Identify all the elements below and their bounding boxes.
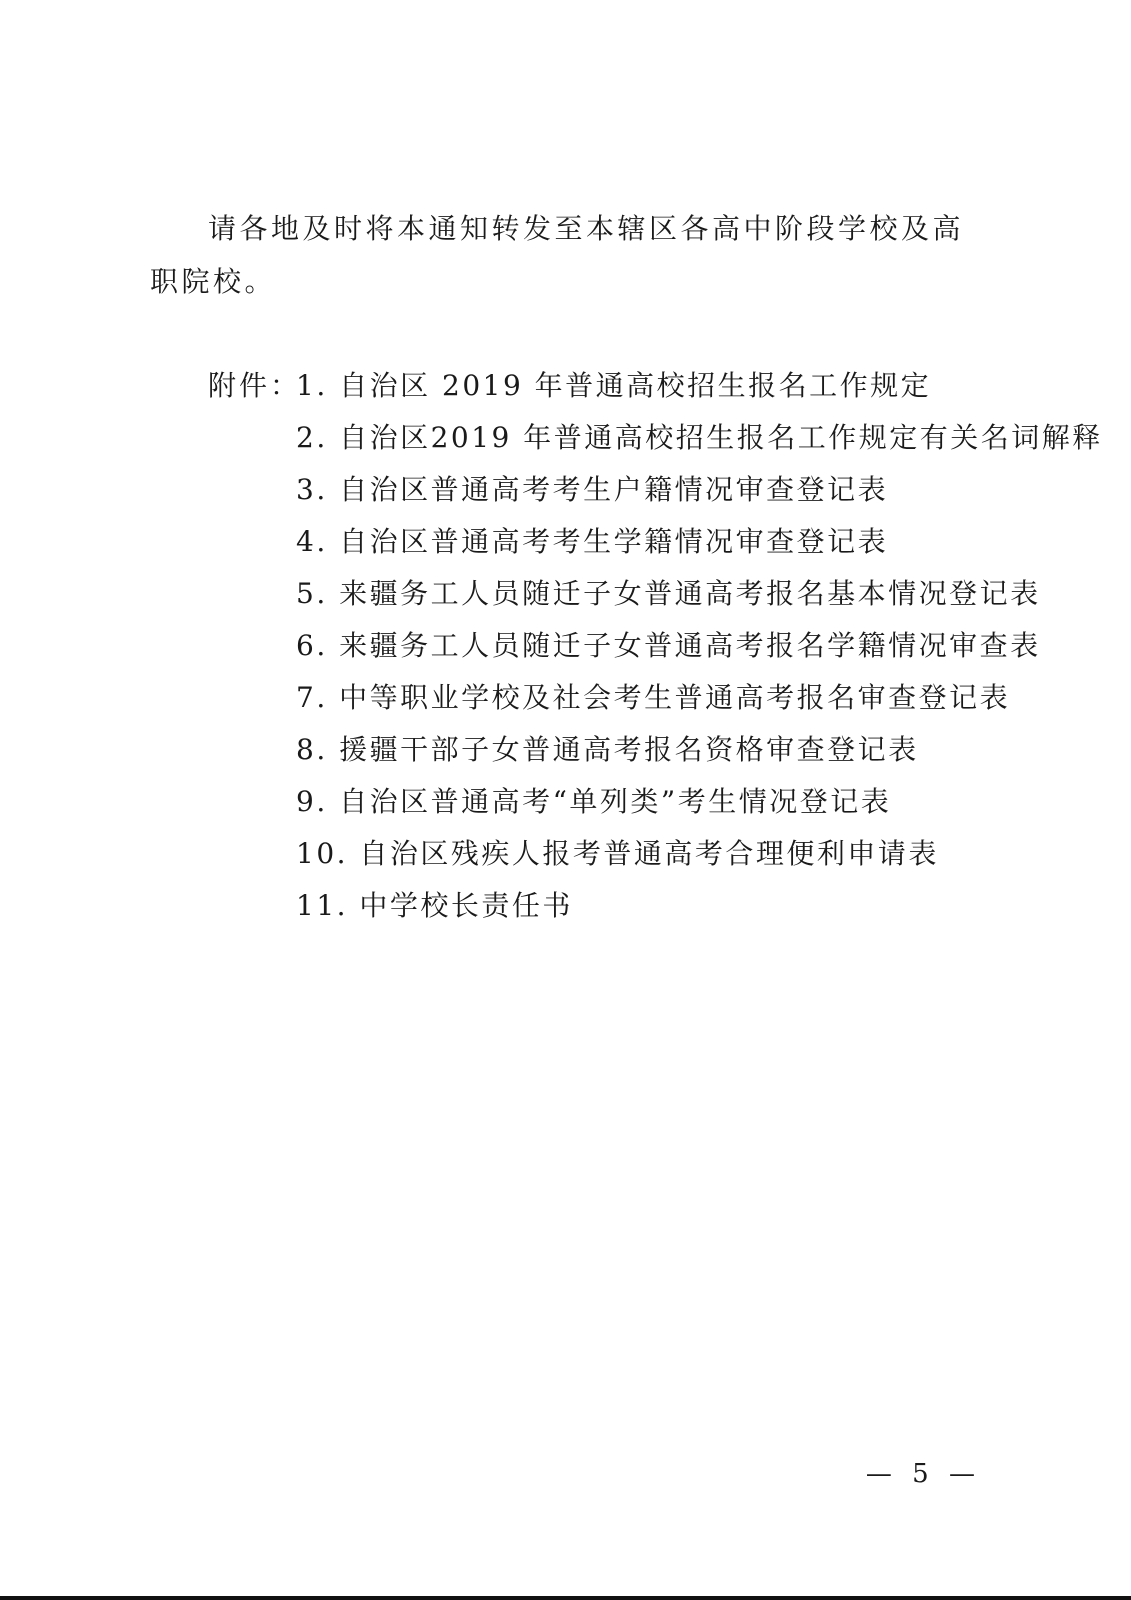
attachment-item: 7. 中等职业学校及社会考生普通高考报名审查登记表	[296, 681, 1011, 714]
attachments-list	[296, 360, 1103, 932]
attachment-item: 2. 自治区2019 年普通高校招生报名工作规定有关名词解释	[296, 421, 1103, 454]
attachment-item: 9. 自治区普通高考“单列类”考生情况登记表	[296, 785, 892, 818]
attachment-item: 10. 自治区残疾人报考普通高考合理便利申请表	[296, 837, 939, 870]
attachment-item: 3. 自治区普通高考考生户籍情况审查登记表	[296, 473, 889, 506]
attachments-label: 附件：	[208, 369, 302, 402]
attachment-item: 4. 自治区普通高考考生学籍情况审查登记表	[296, 525, 889, 558]
attachment-item: 8. 援疆干部子女普通高考报名资格审查登记表	[296, 733, 919, 766]
attachment-item: 6. 来疆务工人员随迁子女普通高考报名学籍情况审查表	[296, 629, 1041, 662]
page-bottom-edge	[0, 1596, 1131, 1600]
body-paragraph: 请各地及时将本通知转发至本辖区各高中阶段学校及高职院校。	[150, 212, 965, 298]
attachment-item: 11. 中学校长责任书	[296, 889, 573, 922]
attachment-item: 1. 自治区 2019 年普通高校招生报名工作规定	[296, 369, 932, 402]
page-number: — 5 —	[865, 1459, 981, 1489]
attachment-item: 5. 来疆务工人员随迁子女普通高考报名基本情况登记表	[296, 577, 1041, 610]
